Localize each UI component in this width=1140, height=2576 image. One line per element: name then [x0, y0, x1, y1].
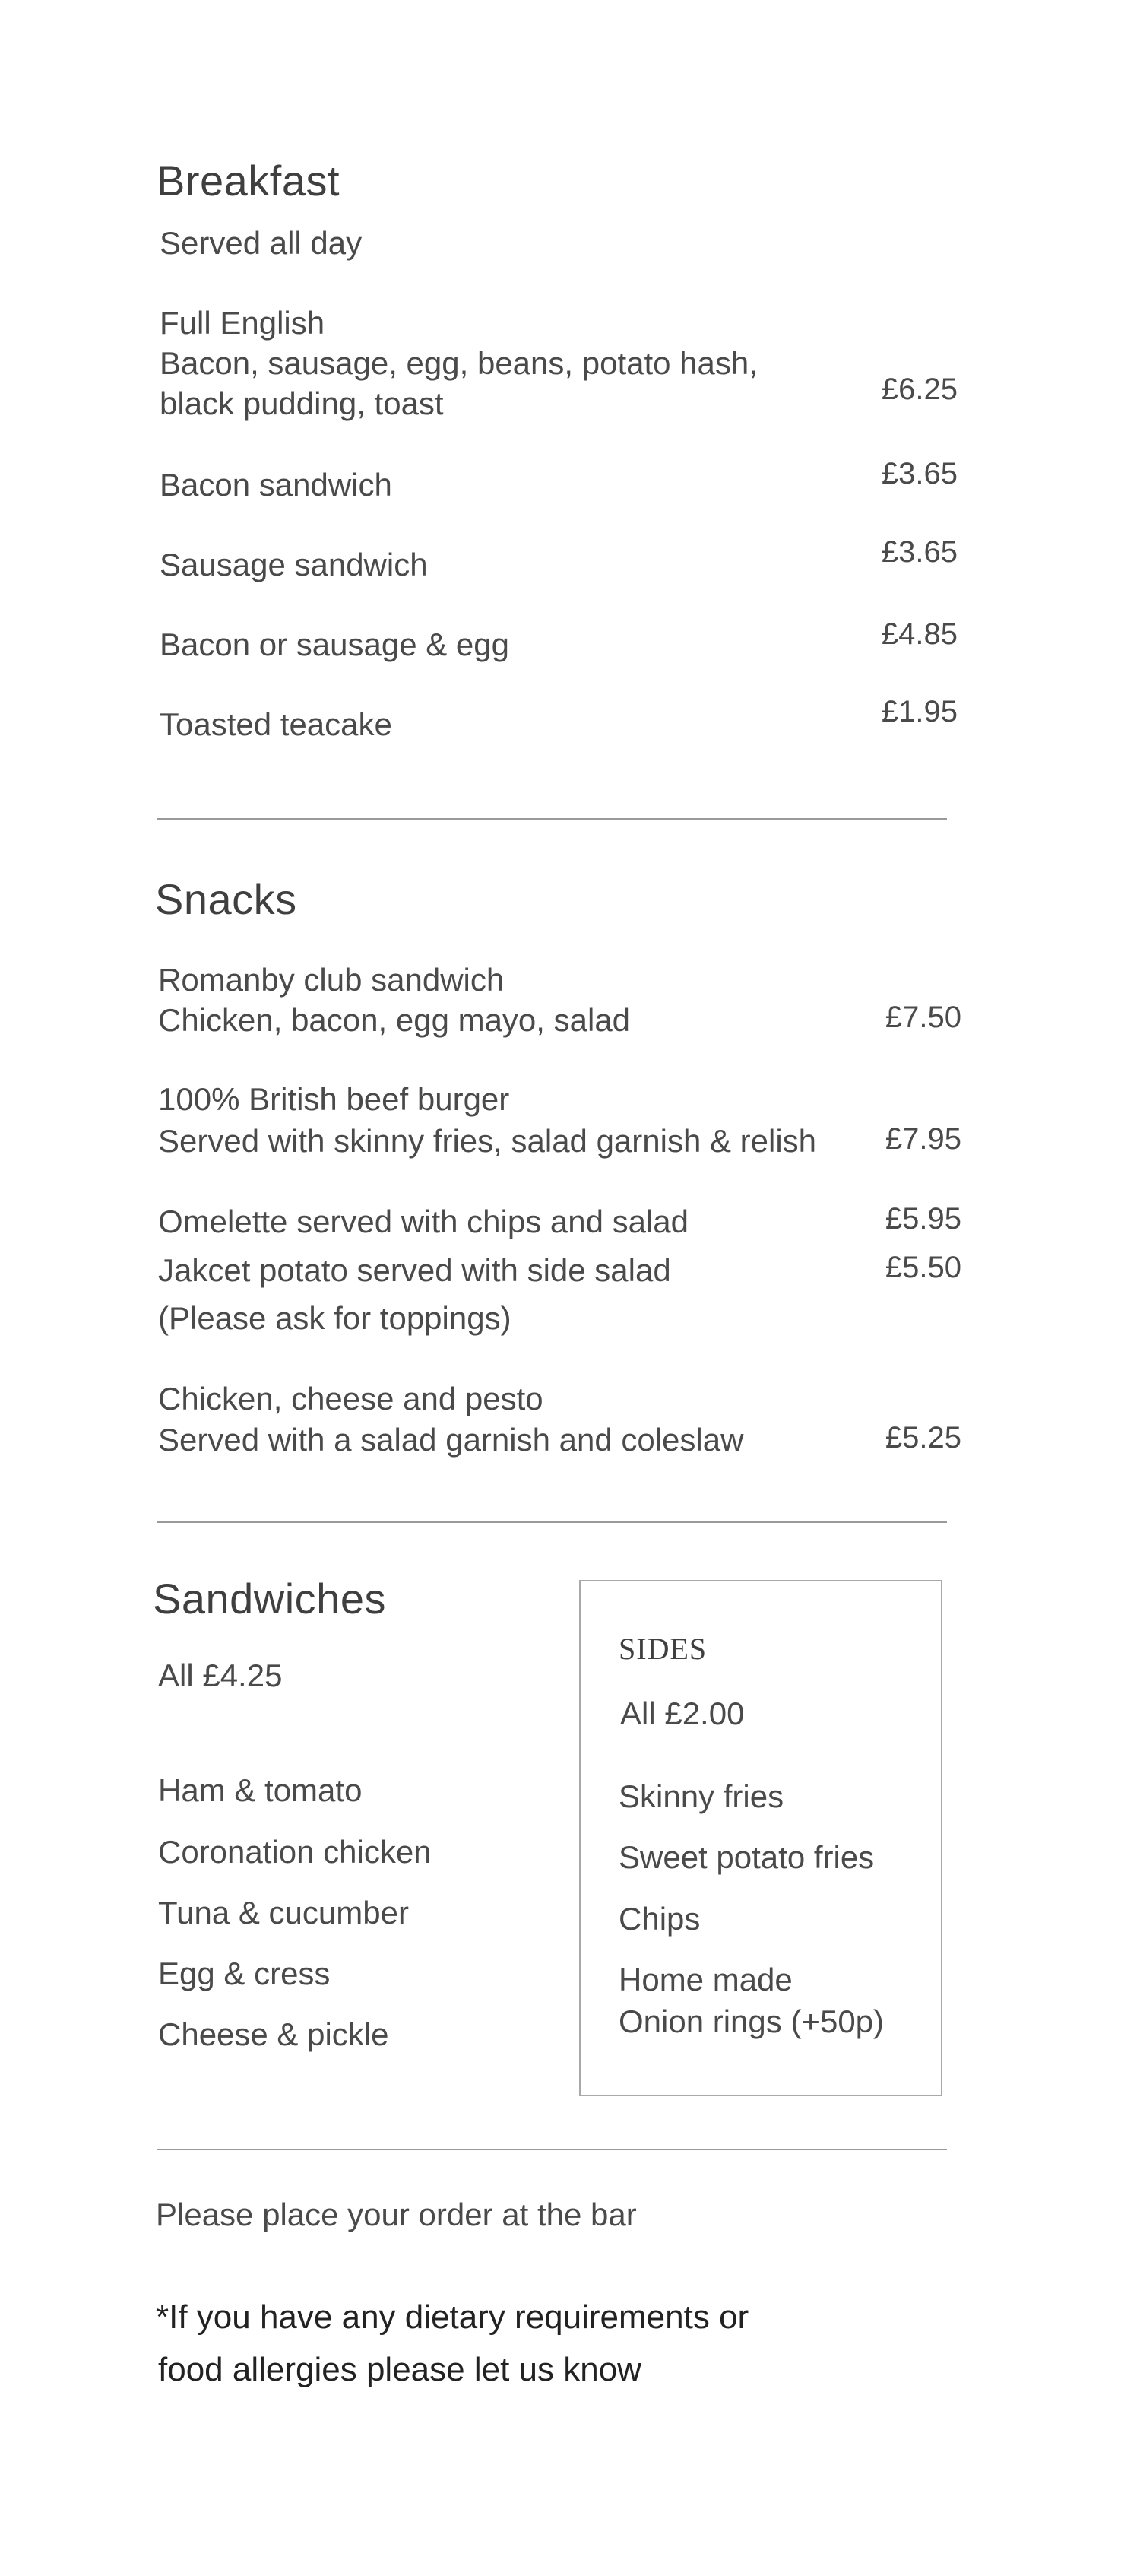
menu-item-name: Omelette served with chips and salad	[158, 1204, 689, 1239]
menu-item-description: Served with a salad garnish and coleslaw	[158, 1422, 744, 1458]
menu-item-name: Chicken, cheese and pesto	[158, 1381, 543, 1416]
section-divider	[157, 1521, 947, 1523]
side-item: Sweet potato fries	[619, 1839, 875, 1875]
menu-item-name: Romanby club sandwich	[158, 962, 505, 998]
sandwiches-title: Sandwiches	[153, 1575, 386, 1623]
menu-item-price: £6.25	[881, 373, 958, 406]
menu-item-description: Served with skinny fries, salad garnish & relish	[158, 1123, 817, 1159]
sides-subtitle: All £2.00	[620, 1696, 745, 1731]
breakfast-subtitle: Served all day	[160, 225, 363, 261]
breakfast-title: Breakfast	[157, 157, 340, 205]
side-item: Onion rings (+50p)	[619, 2003, 885, 2039]
menu-item-price: £7.50	[885, 1001, 961, 1034]
sandwiches-subtitle: All £4.25	[158, 1658, 283, 1693]
menu-item-price: £7.95	[885, 1122, 961, 1156]
menu-item-name: Bacon or sausage & egg	[160, 627, 509, 662]
menu-item-name: Jakcet potato served with side salad	[158, 1252, 671, 1288]
section-divider	[157, 818, 947, 820]
menu-item-description: Chicken, bacon, egg mayo, salad	[158, 1002, 631, 1038]
side-item: Home made	[619, 1962, 793, 1997]
sandwich-item: Coronation chicken	[158, 1834, 432, 1870]
menu-item-name: Toasted teacake	[160, 706, 392, 742]
menu-item-price: £1.95	[881, 695, 958, 728]
sandwich-item: Egg & cress	[158, 1956, 331, 1991]
side-item: Skinny fries	[619, 1778, 784, 1814]
menu-item-name: Bacon sandwich	[160, 467, 392, 503]
menu-item-description: black pudding, toast	[160, 385, 444, 421]
side-item: Chips	[619, 1901, 701, 1937]
sides-title: SIDES	[619, 1632, 708, 1666]
sandwich-item: Ham & tomato	[158, 1772, 363, 1808]
menu-item-name: Sausage sandwich	[160, 547, 428, 582]
menu-item-price: £5.50	[885, 1251, 961, 1284]
menu-item-description: Bacon, sausage, egg, beans, potato hash,	[160, 345, 758, 381]
menu-item-name: 100% British beef burger	[158, 1081, 510, 1117]
sandwich-item: Tuna & cucumber	[158, 1895, 409, 1930]
menu-item-name: Full English	[160, 305, 325, 341]
menu-item-price: £5.95	[885, 1202, 961, 1236]
sandwich-item: Cheese & pickle	[158, 2016, 389, 2052]
menu-item-price: £3.65	[881, 457, 958, 490]
snacks-title: Snacks	[155, 875, 297, 923]
allergy-note-line-1: *If you have any dietary requirements or	[156, 2298, 749, 2336]
order-note: Please place your order at the bar	[156, 2197, 637, 2232]
menu-item-note: (Please ask for toppings)	[158, 1300, 511, 1336]
menu-item-price: £3.65	[881, 535, 958, 569]
section-divider	[157, 2149, 947, 2150]
allergy-note-line-2: food allergies please let us know	[158, 2351, 641, 2388]
menu-item-price: £4.85	[881, 617, 958, 651]
menu-item-price: £5.25	[885, 1421, 961, 1455]
